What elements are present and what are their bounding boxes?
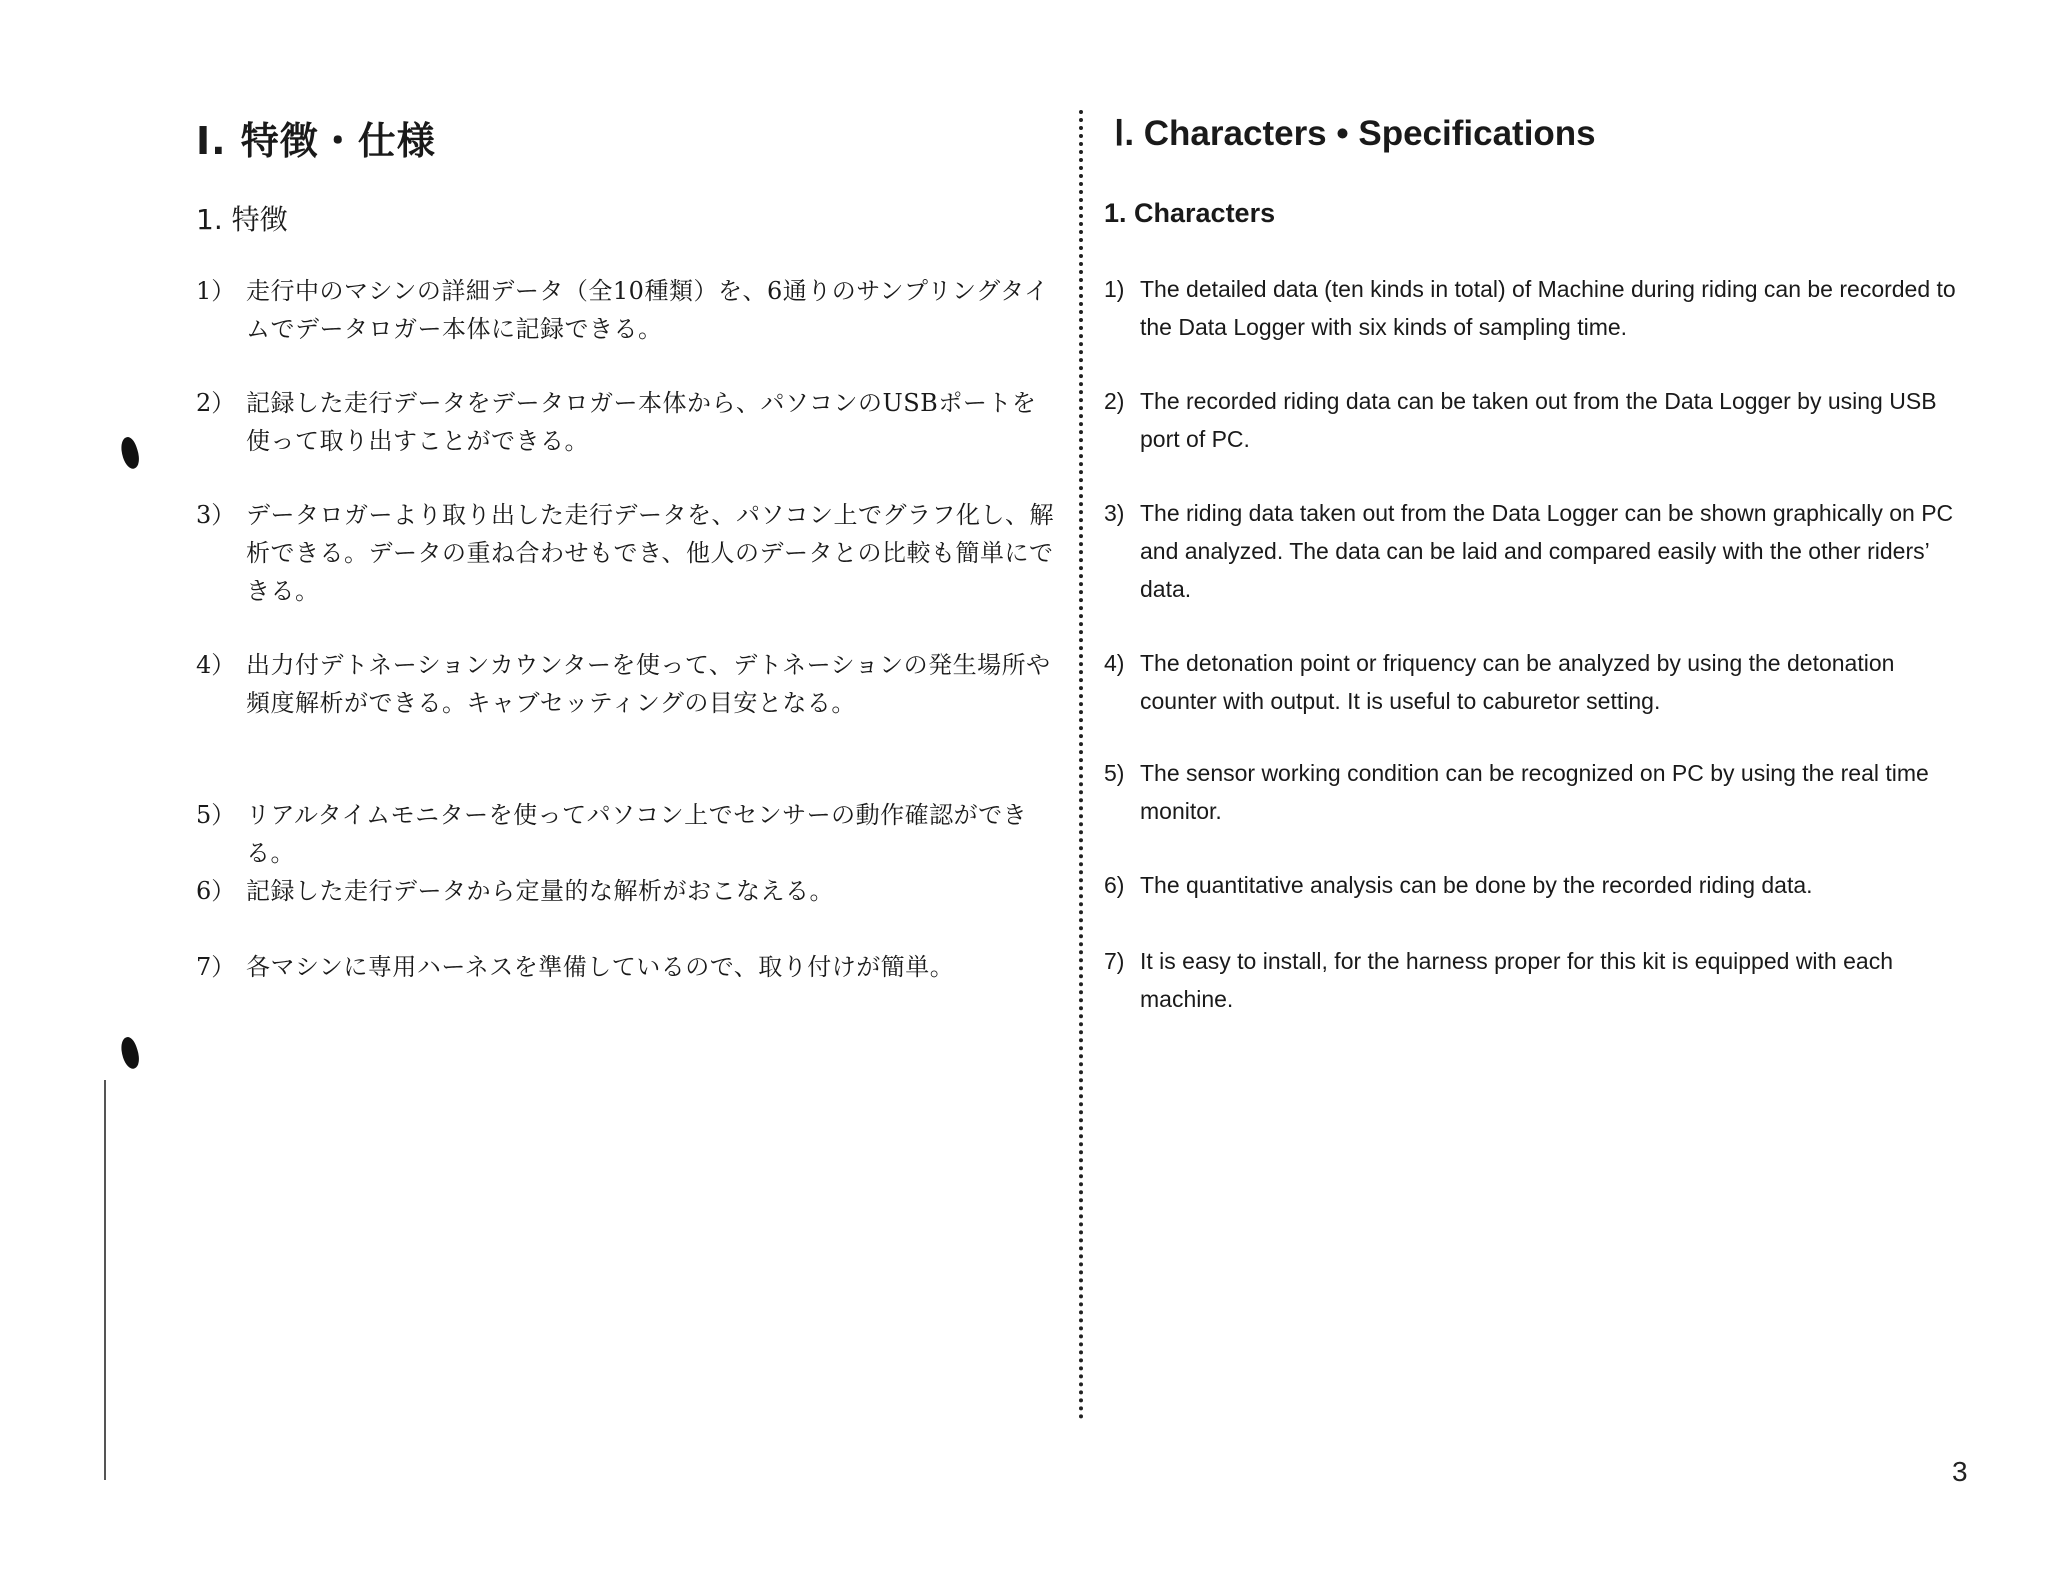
jp-item-text: 走行中のマシンの詳細データ（全10種類）を、6通りのサンプリングタイムでデータロガー本体に記録できる。 bbox=[246, 277, 1049, 343]
en-item-number: 6) bbox=[1104, 872, 1125, 898]
en-list-item bbox=[1104, 382, 1974, 458]
en-item-number: 4) bbox=[1104, 650, 1125, 676]
scan-mark-top bbox=[117, 435, 142, 470]
jp-list-item bbox=[196, 796, 1056, 872]
jp-list-item bbox=[196, 872, 1056, 910]
en-item-text: The quantitative analysis can be done by the recorded riding data. bbox=[1140, 872, 1813, 898]
en-item-number: 1) bbox=[1104, 276, 1125, 302]
jp-item-number: 2） bbox=[196, 389, 236, 417]
jp-item-text: データロガーより取り出した走行データを、パソコン上でグラフ化し、解析できる。データの重ね合わせもでき、他人のデータとの比較も簡単にできる。 bbox=[246, 501, 1055, 605]
en-list-item bbox=[1104, 754, 1974, 830]
en-list-item bbox=[1104, 494, 1974, 608]
scan-mark-bottom bbox=[117, 1035, 142, 1070]
jp-item-text: 各マシンに専用ハーネスを準備しているので、取り付けが簡単。 bbox=[246, 953, 955, 981]
jp-section-title: Ⅰ. 特徴・仕様 bbox=[196, 119, 436, 163]
jp-item-number: 6） bbox=[196, 877, 236, 905]
jp-list-item bbox=[196, 384, 1056, 460]
column-divider bbox=[1079, 110, 1083, 1420]
jp-list-item bbox=[196, 496, 1056, 610]
en-item-number: 2) bbox=[1104, 388, 1125, 414]
en-section-title: Ⅰ. Characters • Specifications bbox=[1114, 114, 1596, 153]
en-item-text: The recorded riding data can be taken out from the Data Logger by using USB port of PC. bbox=[1140, 388, 1937, 452]
jp-item-number: 3） bbox=[196, 501, 236, 529]
en-item-number: 5) bbox=[1104, 760, 1125, 786]
en-list-item bbox=[1104, 866, 1974, 904]
en-list-item bbox=[1104, 270, 1974, 346]
jp-list-item bbox=[196, 272, 1056, 348]
jp-item-text: 出力付デトネーションカウンターを使って、デトネーションの発生場所や頻度解析ができる。キャブセッティングの目安となる。 bbox=[246, 651, 1051, 717]
en-item-text: It is easy to install, for the harness proper for this kit is equipped with each machine. bbox=[1140, 948, 1893, 1012]
en-subsection-title: 1. Characters bbox=[1104, 198, 1276, 228]
jp-item-number: 7） bbox=[196, 953, 236, 981]
en-list-item bbox=[1104, 942, 1974, 1018]
jp-list-item bbox=[196, 646, 1056, 722]
jp-item-number: 4） bbox=[196, 651, 236, 679]
jp-item-text: 記録した走行データから定量的な解析がおこなえる。 bbox=[246, 877, 834, 905]
jp-item-number: 5） bbox=[196, 801, 236, 829]
en-item-text: The detailed data (ten kinds in total) of Machine during riding can be recorded to the Data Logger with six kinds of sampling time. bbox=[1140, 276, 1956, 340]
en-list-item bbox=[1104, 644, 1974, 720]
en-item-text: The sensor working condition can be recognized on PC by using the real time monitor. bbox=[1140, 760, 1929, 824]
en-item-number: 3) bbox=[1104, 500, 1125, 526]
jp-subsection-title: 1. 特徴 bbox=[196, 203, 288, 236]
scan-edge-line bbox=[104, 1080, 106, 1480]
jp-item-text: リアルタイムモニターを使ってパソコン上でセンサーの動作確認ができる。 bbox=[246, 801, 1028, 867]
en-item-number: 7) bbox=[1104, 948, 1125, 974]
en-item-text: The riding data taken out from the Data Logger can be shown graphically on PC and analyzed. The data can be laid and compared easily with the other riders’ data. bbox=[1140, 500, 1954, 602]
en-item-text: The detonation point or friquency can be analyzed by using the detonation counter with output. It is useful to caburetor setting. bbox=[1140, 650, 1895, 714]
jp-item-text: 記録した走行データをデータロガー本体から、パソコンのUSBポートを使って取り出すことができる。 bbox=[246, 389, 1037, 455]
jp-list-item bbox=[196, 948, 1056, 986]
page-number: 3 bbox=[1952, 1456, 1968, 1487]
jp-item-number: 1） bbox=[196, 277, 236, 305]
